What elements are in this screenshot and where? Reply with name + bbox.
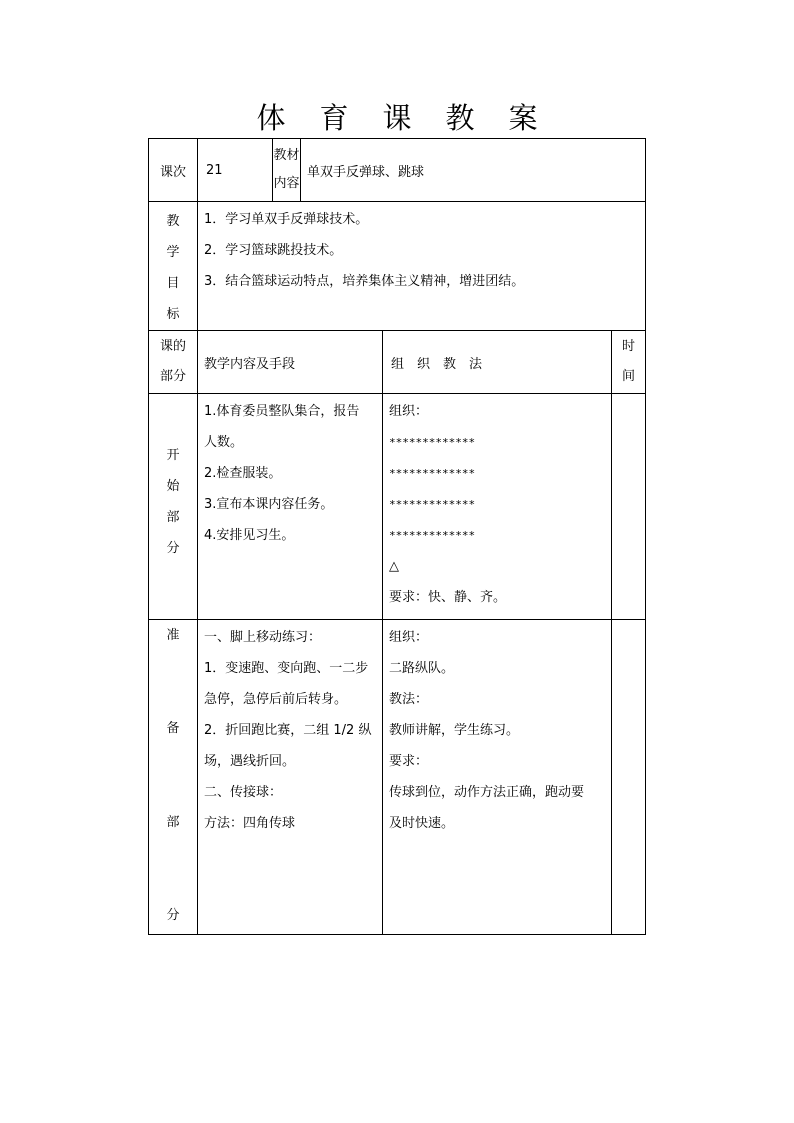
lesson-label: 课次 [149, 139, 198, 202]
method-line: 传球到位，动作方法正确，跑动要 [389, 785, 585, 800]
content-line: 3.宣布本课内容任务。 [204, 497, 334, 512]
method-line: 教法： [389, 692, 429, 707]
lesson-plan-table [148, 138, 646, 935]
content-line: 方法：四角传球 [204, 816, 296, 831]
header-row [149, 139, 646, 202]
goals-label-char: 目 [166, 276, 180, 291]
goal-item: 2．学习篮球跳投技术。 [204, 243, 343, 258]
teacher-position-icon: △ [389, 559, 399, 574]
prep-label-char: 分 [166, 907, 180, 923]
start-label-char: 部 [166, 510, 180, 525]
content-line: 2.检查服装。 [204, 466, 282, 481]
material-label-line-1: 教材 [273, 148, 300, 163]
method-column-header: 组 织 教 法 [383, 331, 612, 394]
start-section-content [198, 394, 383, 620]
time-column-header [612, 331, 646, 394]
start-label-char: 开 [166, 448, 180, 463]
method-line: 二路纵队。 [389, 661, 455, 676]
prep-label-char: 备 [166, 721, 180, 737]
prep-label-char: 部 [166, 814, 180, 830]
prep-section-label [149, 620, 198, 935]
material-label [273, 139, 301, 202]
goals-row [149, 202, 646, 331]
start-section-row [149, 394, 646, 620]
time-header-line-1: 时 [622, 339, 636, 354]
prep-section-content [198, 620, 383, 935]
start-label-char: 始 [166, 479, 180, 494]
page-title: 体育课教案 [256, 101, 572, 135]
content-line: 急停，急停后前后转身。 [204, 692, 348, 707]
content-line: 1．变速跑、变向跑、一二步 [204, 661, 369, 676]
start-section-method [383, 394, 612, 620]
content-line: 场，遇线折回。 [204, 754, 296, 769]
method-line: 组织： [389, 630, 429, 645]
method-line: 要求： [389, 754, 429, 769]
material-label-line-2: 内容 [273, 176, 300, 191]
content-line: 二、传接球： [204, 785, 283, 800]
formation-row: ************* [389, 436, 476, 449]
prep-label-char: 准 [166, 628, 180, 643]
material-value: 单双手反弹球、跳球 [301, 139, 646, 202]
prep-section-method [383, 620, 612, 935]
method-line: 组织： [389, 404, 429, 419]
content-line: 一、脚上移动练习： [204, 630, 322, 645]
goals-label-char: 教 [166, 214, 180, 229]
content-line: 人数。 [204, 435, 244, 450]
part-header-line-1: 课的 [159, 339, 186, 354]
content-line: 2．折回跑比赛，二组 1/2 纵 [204, 723, 372, 738]
start-label-char: 分 [166, 541, 180, 556]
part-header-line-2: 部分 [159, 369, 186, 384]
method-line: 教师讲解，学生练习。 [389, 723, 520, 738]
start-section-label [149, 394, 198, 620]
prep-section-row [149, 620, 646, 935]
goals-list [198, 202, 646, 331]
formation-row: ************* [389, 529, 476, 542]
prep-section-time [612, 620, 646, 935]
formation-row: ************* [389, 498, 476, 511]
lesson-value: 21 [198, 139, 273, 202]
content-column-header: 教学内容及手段 [198, 331, 383, 394]
goals-label [149, 202, 198, 331]
content-line: 4.安排见习生。 [204, 528, 295, 543]
part-column-header [149, 331, 198, 394]
method-line: 及时快速。 [389, 816, 455, 831]
formation-row: ************* [389, 467, 476, 480]
goal-item: 1．学习单双手反弹球技术。 [204, 212, 369, 227]
goals-label-char: 学 [166, 245, 180, 260]
start-section-time [612, 394, 646, 620]
goals-label-char: 标 [166, 307, 180, 322]
method-line: 要求：快、静、齐。 [389, 590, 507, 605]
column-header-row [149, 331, 646, 394]
time-header-line-2: 间 [622, 369, 636, 384]
content-line: 1.体育委员整队集合，报告 [204, 404, 360, 419]
goal-item: 3．结合篮球运动特点，培养集体主义精神，增进团结。 [204, 274, 525, 289]
